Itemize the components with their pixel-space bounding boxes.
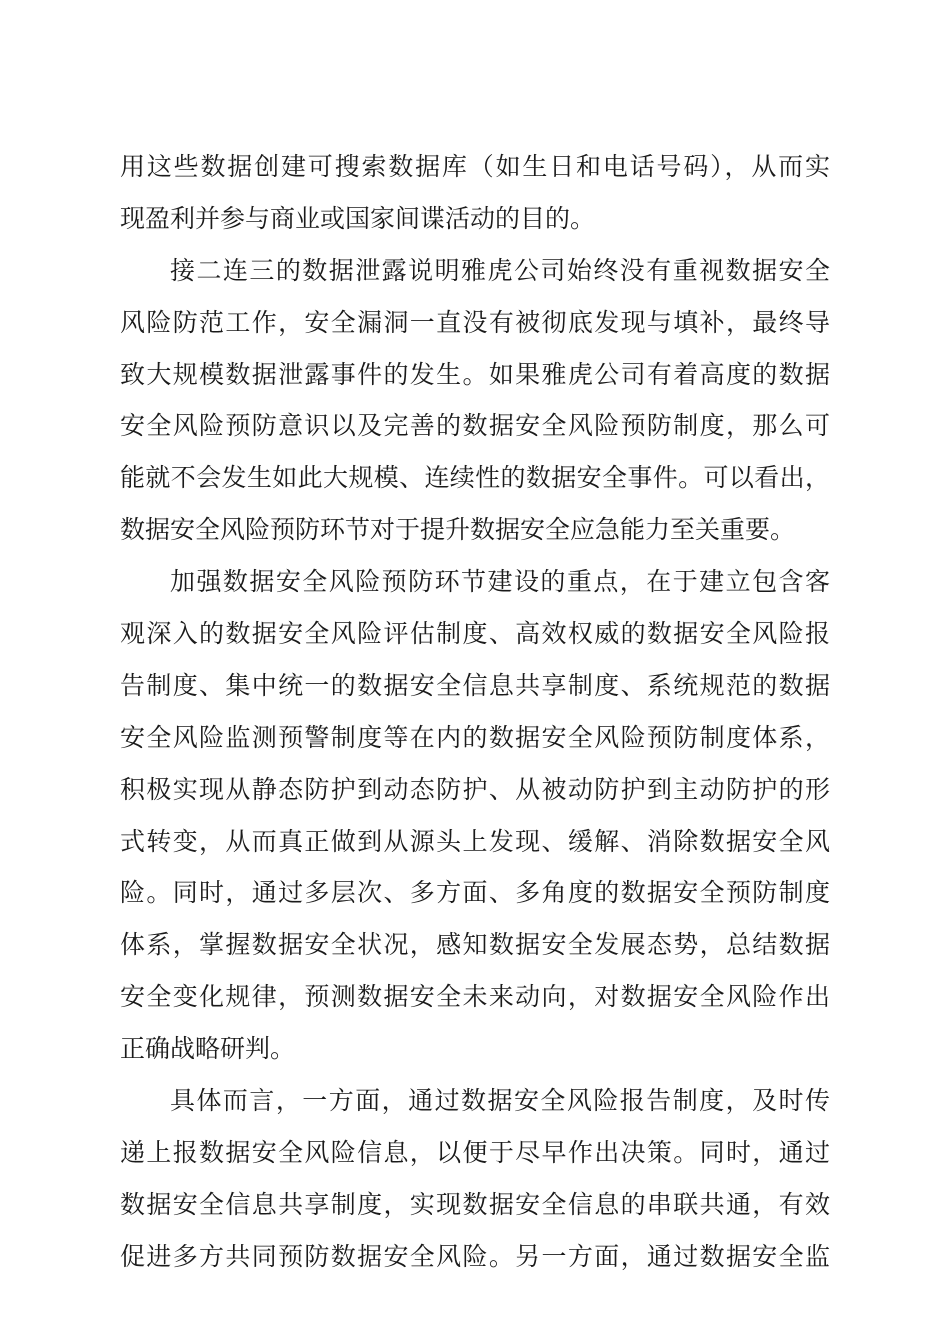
text-line: 用这些数据创建可搜索数据库（如生日和电话号码），从而实 [120,152,830,181]
body-text [120,141,830,1283]
text-line: 安全变化规律，预测数据安全未来动向，对数据安全风险作出 [120,982,830,1012]
text-line: 安全风险预防意识以及完善的数据安全风险预防制度，那么可 [120,411,830,441]
text-line: 险。同时，通过多层次、多方面、多角度的数据安全预防制度 [120,878,830,908]
text-line: 致大规模数据泄露事件的发生。如果雅虎公司有着高度的数据 [120,359,830,389]
text-line: 告制度、集中统一的数据安全信息共享制度、系统规范的数据 [120,670,830,700]
text-line: 安全风险监测预警制度等在内的数据安全风险预防制度体系， [120,722,830,752]
text-line: 加强数据安全风险预防环节建设的重点，在于建立包含客 [170,567,830,597]
text-line: 数据安全风险预防环节对于提升数据安全应急能力至关重要。 [120,515,796,545]
text-line: 接二连三的数据泄露说明雅虎公司始终没有重视数据安全 [170,255,830,285]
text-line: 能就不会发生如此大规模、连续性的数据安全事件。可以看出， [120,463,830,493]
text-line: 积极实现从静态防护到动态防护、从被动防护到主动防护的形 [120,774,830,804]
text-line: 风险防范工作，安全漏洞一直没有被彻底发现与填补，最终导 [120,307,830,337]
paragraph [120,556,830,1075]
text-line: 正确战略研判。 [120,1034,296,1064]
text-line: 递上报数据安全风险信息，以便于尽早作出决策。同时，通过 [120,1137,830,1167]
paragraph [120,245,830,556]
text-line: 现盈利并参与商业或国家间谍活动的目的。 [120,203,596,233]
text-line: 数据安全信息共享制度，实现数据安全信息的串联共通，有效 [120,1189,830,1219]
text-line: 体系，掌握数据安全状况，感知数据安全发展态势，总结数据 [120,930,830,960]
text-line: 式转变，从而真正做到从源头上发现、缓解、消除数据安全风 [120,826,830,856]
text-line: 具体而言，一方面，通过数据安全风险报告制度，及时传 [170,1086,830,1116]
paragraph [120,141,830,245]
text-line: 促进多方共同预防数据安全风险。另一方面，通过数据安全监 [120,1241,830,1271]
paragraph [120,1075,830,1283]
text-line: 观深入的数据安全风险评估制度、高效权威的数据安全风险报 [120,619,830,649]
